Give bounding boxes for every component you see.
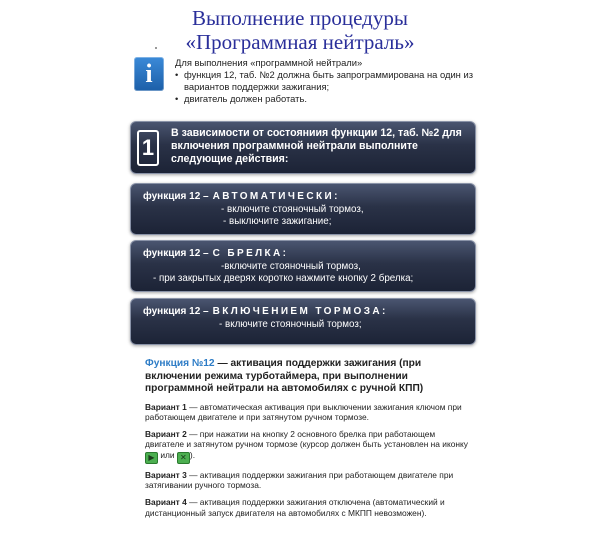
function-panel-brake [130, 298, 476, 345]
function-lines [131, 261, 475, 285]
info-bullet: • двигатель должен работать. [175, 93, 475, 105]
variant-text: — при нажатии на кнопку 2 основного брелка при работающем двигателе и затянутом ручном тормозе (курсор должен быть установлен на иконку [145, 428, 468, 450]
variant-3 [145, 470, 475, 491]
description-title-rest: — активация поддержки зажигания (при включении режима турботаймера, при выполнении программной нейтрали на автомобилях с ручной КПП) [145, 358, 424, 394]
play-key-icon: ▶ [145, 452, 158, 464]
cross-key-icon: ✕ [177, 452, 190, 464]
variant-label: Вариант 1 [145, 401, 187, 412]
function-heading [143, 306, 388, 317]
info-intro: Для выполнения «программной нейтрали» [175, 57, 363, 68]
info-bullet: • функция 12, таб. №2 должна быть запрограммирована на один из вариантов поддержки зажигания; [175, 69, 475, 93]
function-mode: АВТОМАТИЧЕСКИ: [212, 191, 340, 202]
variant-or: или [158, 449, 177, 460]
function-prefix: функция 12 – [143, 248, 209, 259]
function-line: - при закрытых дверях коротко нажмите кнопку 2 брелка; [153, 273, 414, 284]
function-line: - включите стояночный тормоз, [221, 204, 364, 215]
function-mode: ВКЛЮЧЕНИЕМ ТОРМОЗА: [212, 306, 388, 317]
variant-2 [145, 429, 475, 464]
variant-text-end: ). [189, 449, 196, 460]
function-heading [143, 248, 288, 259]
variant-label: Вариант 4 [145, 497, 187, 508]
variant-4 [145, 497, 475, 518]
function-description [145, 358, 475, 518]
function-line: - выключите зажигание; [223, 216, 332, 227]
variant-text: — активация поддержки зажигания отключена (автоматический и дистанционный запуск двигателя на автомобилях с МКПП невозможен). [145, 497, 445, 518]
info-bullets [175, 69, 475, 105]
variant-label: Вариант 2 [145, 428, 187, 439]
function-prefix: функция 12 – [143, 191, 209, 202]
info-text [175, 57, 475, 105]
function-heading [143, 191, 340, 202]
step-number: 1 [137, 130, 159, 166]
variant-text: — активация поддержки зажигания при работающем двигателе при затягивании ручного тормоза. [145, 469, 454, 491]
function-panel-auto [130, 183, 476, 235]
variant-text: — автоматическая активация при выключении зажигания ключом при работающем двигателе и при затянутом ручном тормозе. [145, 401, 462, 423]
page-title [0, 6, 600, 54]
title-line-2: «Программная нейтраль» [185, 30, 415, 54]
function-line: - включите стояночный тормоз; [219, 319, 362, 330]
variant-1 [145, 402, 475, 423]
variant-label: Вариант 3 [145, 469, 187, 480]
description-title [145, 358, 475, 396]
function-line: -включите стояночный тормоз, [221, 261, 361, 272]
function-mode: С БРЕЛКА: [212, 248, 289, 259]
step-text: В зависимости от состояниия функции 12, таб. №2 для включения программной нейтрали выполните следующие действия: [171, 127, 462, 165]
function-prefix: функция 12 – [143, 306, 209, 317]
function-panel-remote [130, 240, 476, 292]
info-icon: i [134, 57, 164, 91]
function-lines [131, 319, 475, 331]
description-function-label: Функция №12 [145, 358, 215, 369]
decor-dot [155, 47, 157, 49]
function-lines [131, 204, 475, 228]
step-panel [130, 121, 476, 174]
title-line-1: Выполнение процедуры [192, 6, 408, 30]
